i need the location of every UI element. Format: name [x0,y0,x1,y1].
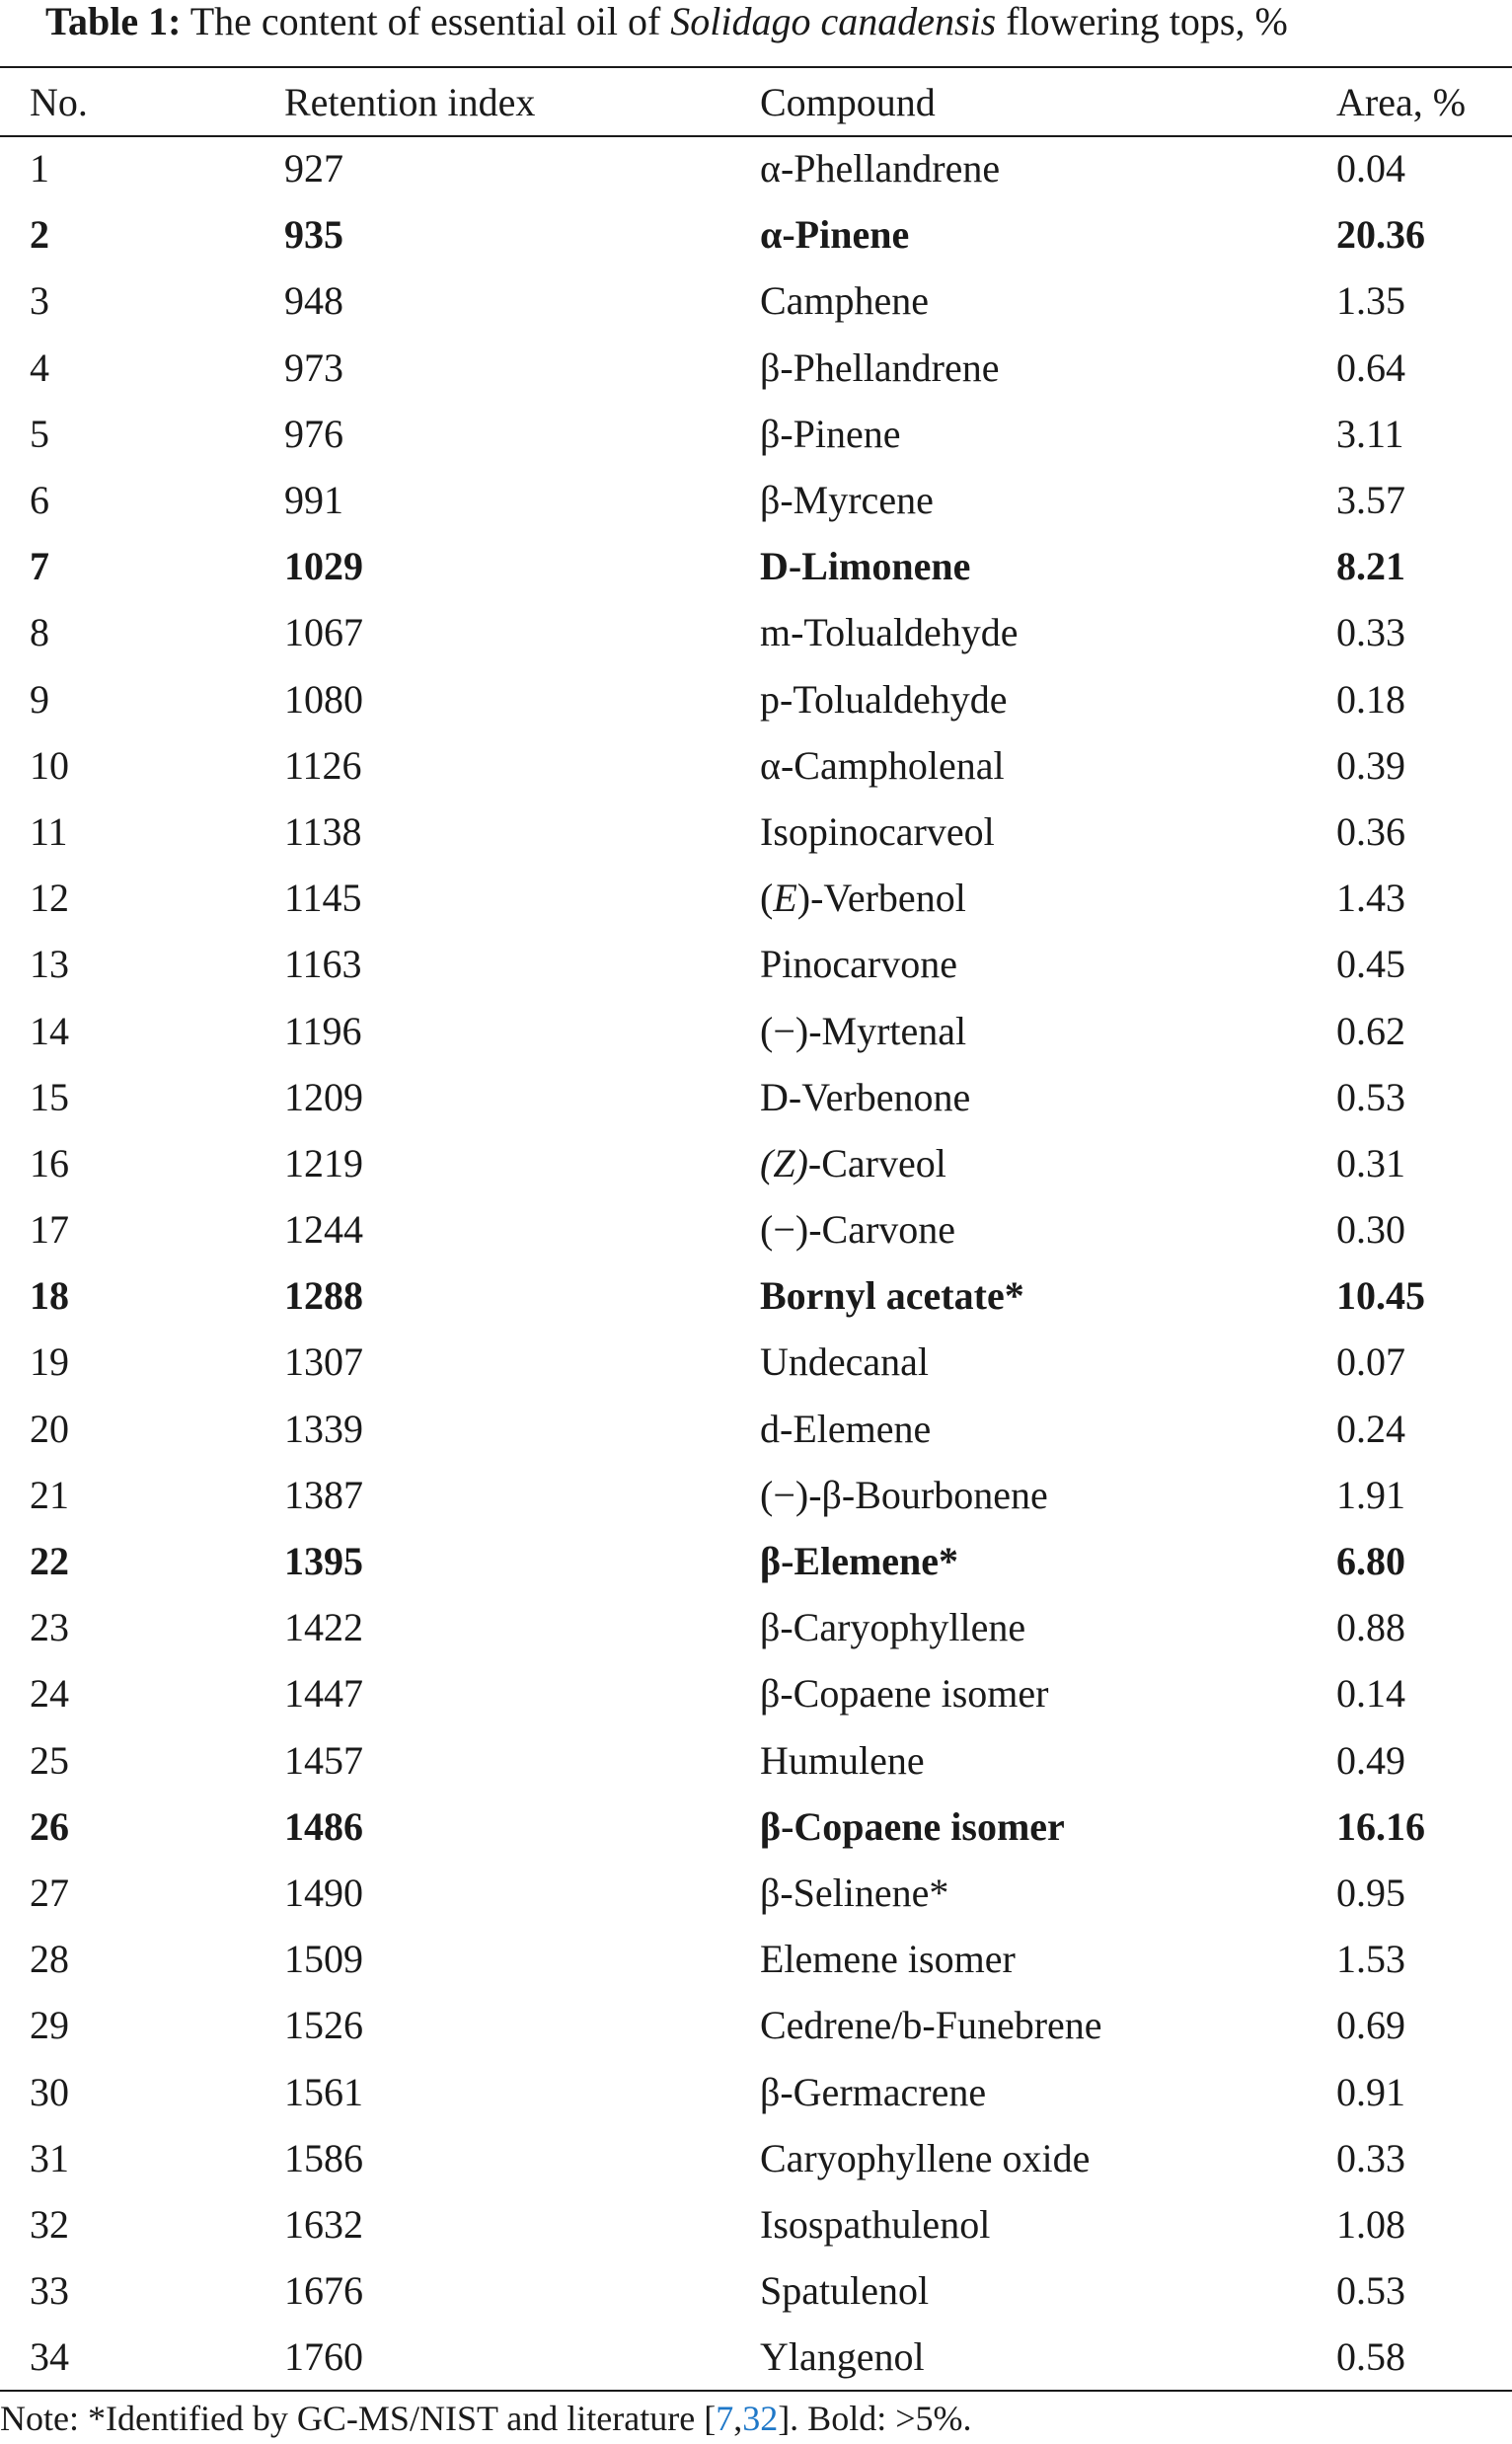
cell-retention-index: 1196 [284,1008,362,1053]
compound-name: )-Verbenol [796,876,966,921]
cell-no: 33 [30,2268,69,2314]
col-header-retention-index: Retention index [284,80,536,124]
cell-area: 0.88 [1336,1605,1405,1650]
table-header-row [0,69,1512,135]
cell-retention-index: 1457 [284,1737,363,1783]
cell-area: 20.36 [1336,212,1425,258]
cell-compound [760,267,1336,334]
cell-no: 3 [30,278,49,324]
cell-retention-index: 1067 [284,610,363,655]
cell-compound [760,1064,1336,1130]
table-row [0,2058,1512,2124]
cell-no: 11 [30,808,68,854]
compound-name: α-Campholenal [760,742,1005,788]
col-header-area: Area, % [1336,80,1467,124]
cell-compound [760,1196,1336,1262]
cell-retention-index: 1244 [284,1207,363,1253]
cell-retention-index: 1209 [284,1074,363,1119]
cell-compound [760,135,1336,201]
compound-name: D-Limonene [760,544,971,589]
cell-retention-index: 1561 [284,2069,363,2114]
note-separator: , [733,2399,743,2438]
cell-no: 18 [30,1273,69,1319]
cell-no: 2 [30,212,49,258]
cell-retention-index: 1395 [284,1539,363,1584]
compound-name: Camphene [760,278,930,324]
table-row [0,1860,1512,1926]
cell-retention-index: 1307 [284,1339,363,1385]
cell-compound [760,1528,1336,1594]
caption-text-after: flowering tops, % [996,0,1288,43]
cell-retention-index: 1288 [284,1273,363,1319]
compounds-table [0,69,1512,2390]
cell-compound [760,2058,1336,2124]
table-row [0,1594,1512,1660]
table-row [0,997,1512,1063]
compound-name: Spatulenol [760,2268,930,2314]
cell-area: 0.53 [1336,2268,1405,2314]
cell-compound [760,931,1336,997]
cell-retention-index: 973 [284,344,343,390]
cell-area: 0.64 [1336,344,1405,390]
compound-name: Pinocarvone [760,942,957,987]
cell-retention-index: 1387 [284,1472,363,1517]
cell-compound [760,2257,1336,2324]
cell-no: 28 [30,1937,69,1982]
table-row [0,1462,1512,1528]
cell-area: 1.08 [1336,2201,1405,2247]
cell-retention-index: 1029 [284,544,363,589]
compound-name: β-Copaene isomer [760,1671,1049,1717]
cell-no: 21 [30,1472,69,1517]
table-caption [45,0,1288,43]
cell-area: 0.07 [1336,1339,1405,1385]
note-reference-link[interactable]: 32 [742,2399,779,2438]
cell-area: 6.80 [1336,1539,1405,1584]
cell-no: 23 [30,1605,69,1650]
cell-area: 1.91 [1336,1472,1405,1517]
cell-area: 0.33 [1336,2135,1405,2180]
cell-no: 30 [30,2069,69,2114]
table-row [0,267,1512,334]
col-header-no: No. [30,80,88,124]
cell-retention-index: 1339 [284,1406,363,1451]
cell-compound [760,1462,1336,1528]
compound-name: (−)-β-Bourbonene [760,1472,1048,1517]
table-row [0,2191,1512,2257]
cell-compound [760,1992,1336,2058]
table-row [0,1196,1512,1262]
cell-area: 16.16 [1336,1803,1425,1849]
table-row [0,1329,1512,1395]
cell-compound [760,467,1336,533]
cell-retention-index: 927 [284,146,343,191]
cell-no: 6 [30,478,49,523]
cell-retention-index: 1126 [284,742,362,788]
cell-area: 0.95 [1336,1870,1405,1915]
table-row [0,201,1512,267]
cell-no: 31 [30,2135,69,2180]
compound-name: Bornyl acetate* [760,1273,1024,1319]
compound-name: Isospathulenol [760,2201,991,2247]
compound-name: m-Tolualdehyde [760,610,1019,655]
cell-no: 26 [30,1803,69,1849]
cell-compound [760,1329,1336,1395]
cell-no: 29 [30,2003,69,2048]
cell-no: 19 [30,1339,69,1385]
cell-area: 0.58 [1336,2334,1405,2380]
compound-name: Humulene [760,1737,925,1783]
table-row [0,599,1512,665]
cell-area: 1.35 [1336,278,1405,324]
compound-name: β-Caryophyllene [760,1605,1026,1650]
cell-retention-index: 1526 [284,2003,363,2048]
compound-name: d-Elemene [760,1406,932,1451]
compound-name: -Carveol [807,1140,946,1185]
note-prefix: Note: *Identified by GC-MS/NIST and literature [ [0,2399,717,2438]
compound-name: p-Tolualdehyde [760,676,1008,722]
compound-name: α-Phellandrene [760,146,1001,191]
cell-area: 0.30 [1336,1207,1405,1253]
cell-area: 3.11 [1336,411,1404,456]
cell-no: 14 [30,1008,69,1053]
compound-name: β-Pinene [760,411,901,456]
table-note [0,2399,971,2438]
cell-retention-index: 1486 [284,1803,363,1849]
cell-retention-index: 1632 [284,2201,363,2247]
cell-retention-index: 1676 [284,2268,363,2314]
cell-no: 20 [30,1406,69,1451]
cell-retention-index: 1138 [284,808,362,854]
table-row [0,931,1512,997]
cell-area: 0.91 [1336,2069,1405,2114]
cell-area: 3.57 [1336,478,1405,523]
cell-area: 0.45 [1336,942,1405,987]
cell-compound [760,2125,1336,2191]
cell-area: 0.49 [1336,1737,1405,1783]
cell-area: 10.45 [1336,1273,1425,1319]
cell-area: 0.31 [1336,1140,1405,1185]
table-row [0,1396,1512,1462]
cell-retention-index: 976 [284,411,343,456]
cell-no: 7 [30,544,49,589]
cell-compound [760,1396,1336,1462]
cell-no: 4 [30,344,49,390]
cell-compound [760,1926,1336,1992]
cell-no: 1 [30,146,49,191]
caption-text-before: The content of essential oil of [189,0,671,43]
cell-retention-index: 1422 [284,1605,363,1650]
cell-area: 0.33 [1336,610,1405,655]
caption-species: Solidago canadensis [670,0,997,43]
cell-compound [760,335,1336,401]
cell-area: 0.14 [1336,1671,1405,1717]
cell-compound [760,2191,1336,2257]
cell-no: 12 [30,876,69,921]
cell-no: 9 [30,676,49,722]
cell-area: 0.62 [1336,1008,1405,1053]
compound-name: Isopinocarveol [760,808,995,854]
table-row [0,1528,1512,1594]
cell-retention-index: 1490 [284,1870,363,1915]
table-row [0,1992,1512,2058]
table-row [0,799,1512,865]
cell-compound [760,1130,1336,1196]
cell-retention-index: 1145 [284,876,362,921]
cell-area: 0.24 [1336,1406,1405,1451]
compound-name: β-Elemene* [760,1539,959,1584]
table-row [0,1794,1512,1860]
cell-compound [760,2324,1336,2390]
table-row [0,2125,1512,2191]
table-row [0,335,1512,401]
compound-name: Caryophyllene oxide [760,2135,1091,2180]
cell-no: 16 [30,1140,69,1185]
table-row [0,865,1512,931]
cell-compound [760,1794,1336,1860]
cell-compound [760,997,1336,1063]
compound-name: β-Myrcene [760,478,934,523]
cell-no: 10 [30,742,69,788]
cell-area: 0.04 [1336,146,1405,191]
compound-prefix: ( [760,876,774,921]
table-top-rule [0,66,1512,68]
table-row [0,467,1512,533]
cell-compound [760,401,1336,467]
cell-compound [760,666,1336,732]
cell-compound [760,865,1336,931]
compound-stereo-descriptor: E [773,876,797,921]
cell-retention-index: 1163 [284,942,362,987]
table-row [0,401,1512,467]
cell-compound [760,1660,1336,1726]
cell-compound [760,1594,1336,1660]
cell-no: 22 [30,1539,69,1584]
cell-compound [760,201,1336,267]
table-row [0,2324,1512,2390]
cell-area: 0.69 [1336,2003,1405,2048]
cell-compound [760,1860,1336,1926]
cell-area: 1.53 [1336,1937,1405,1982]
note-reference-link[interactable]: 7 [716,2399,734,2438]
cell-retention-index: 1509 [284,1937,363,1982]
cell-retention-index: 1080 [284,676,363,722]
compound-name: (−)-Carvone [760,1207,956,1253]
cell-area: 8.21 [1336,544,1405,589]
cell-area: 1.43 [1336,876,1405,921]
compound-name: D-Verbenone [760,1074,971,1119]
compound-name: Ylangenol [760,2334,925,2380]
compound-name: β-Phellandrene [760,344,1000,390]
table-body [0,135,1512,2390]
table-row [0,135,1512,201]
table-row [0,1660,1512,1726]
cell-no: 34 [30,2334,69,2380]
cell-retention-index: 1219 [284,1140,363,1185]
col-header-compound: Compound [760,80,936,124]
compound-name: Cedrene/b-Funebrene [760,2003,1102,2048]
compound-name: β-Germacrene [760,2069,987,2114]
table-bottom-rule [0,2390,1512,2392]
cell-area: 0.18 [1336,676,1405,722]
caption-label: Table 1: [45,0,182,43]
compound-name: (−)-Myrtenal [760,1008,967,1053]
cell-area: 0.39 [1336,742,1405,788]
table-row [0,533,1512,599]
table-row [0,732,1512,799]
cell-no: 25 [30,1737,69,1783]
cell-area: 0.53 [1336,1074,1405,1119]
note-suffix: ]. Bold: >5%. [778,2399,972,2438]
cell-retention-index: 991 [284,478,343,523]
table-row [0,1130,1512,1196]
cell-retention-index: 1586 [284,2135,363,2180]
cell-area: 0.36 [1336,808,1405,854]
cell-no: 8 [30,610,49,655]
cell-compound [760,533,1336,599]
cell-compound [760,1727,1336,1794]
compound-name: Elemene isomer [760,1937,1016,1982]
cell-no: 15 [30,1074,69,1119]
table-row [0,1262,1512,1329]
cell-retention-index: 1447 [284,1671,363,1717]
cell-no: 13 [30,942,69,987]
cell-no: 32 [30,2201,69,2247]
table-row [0,666,1512,732]
table-row [0,2257,1512,2324]
compound-name: α-Pinene [760,212,910,258]
cell-no: 17 [30,1207,69,1253]
cell-retention-index: 948 [284,278,343,324]
compound-name: β-Copaene isomer [760,1803,1065,1849]
cell-compound [760,732,1336,799]
table-row [0,1064,1512,1130]
table-row [0,1926,1512,1992]
compound-name: Undecanal [760,1339,930,1385]
cell-no: 5 [30,411,49,456]
cell-no: 27 [30,1870,69,1915]
cell-no: 24 [30,1671,69,1717]
cell-compound [760,1262,1336,1329]
cell-retention-index: 1760 [284,2334,363,2380]
cell-retention-index: 935 [284,212,343,258]
cell-compound [760,599,1336,665]
compound-name: β-Selinene* [760,1870,949,1915]
cell-compound [760,799,1336,865]
table-row [0,1727,1512,1794]
compound-stereo-descriptor: (Z) [760,1140,808,1185]
